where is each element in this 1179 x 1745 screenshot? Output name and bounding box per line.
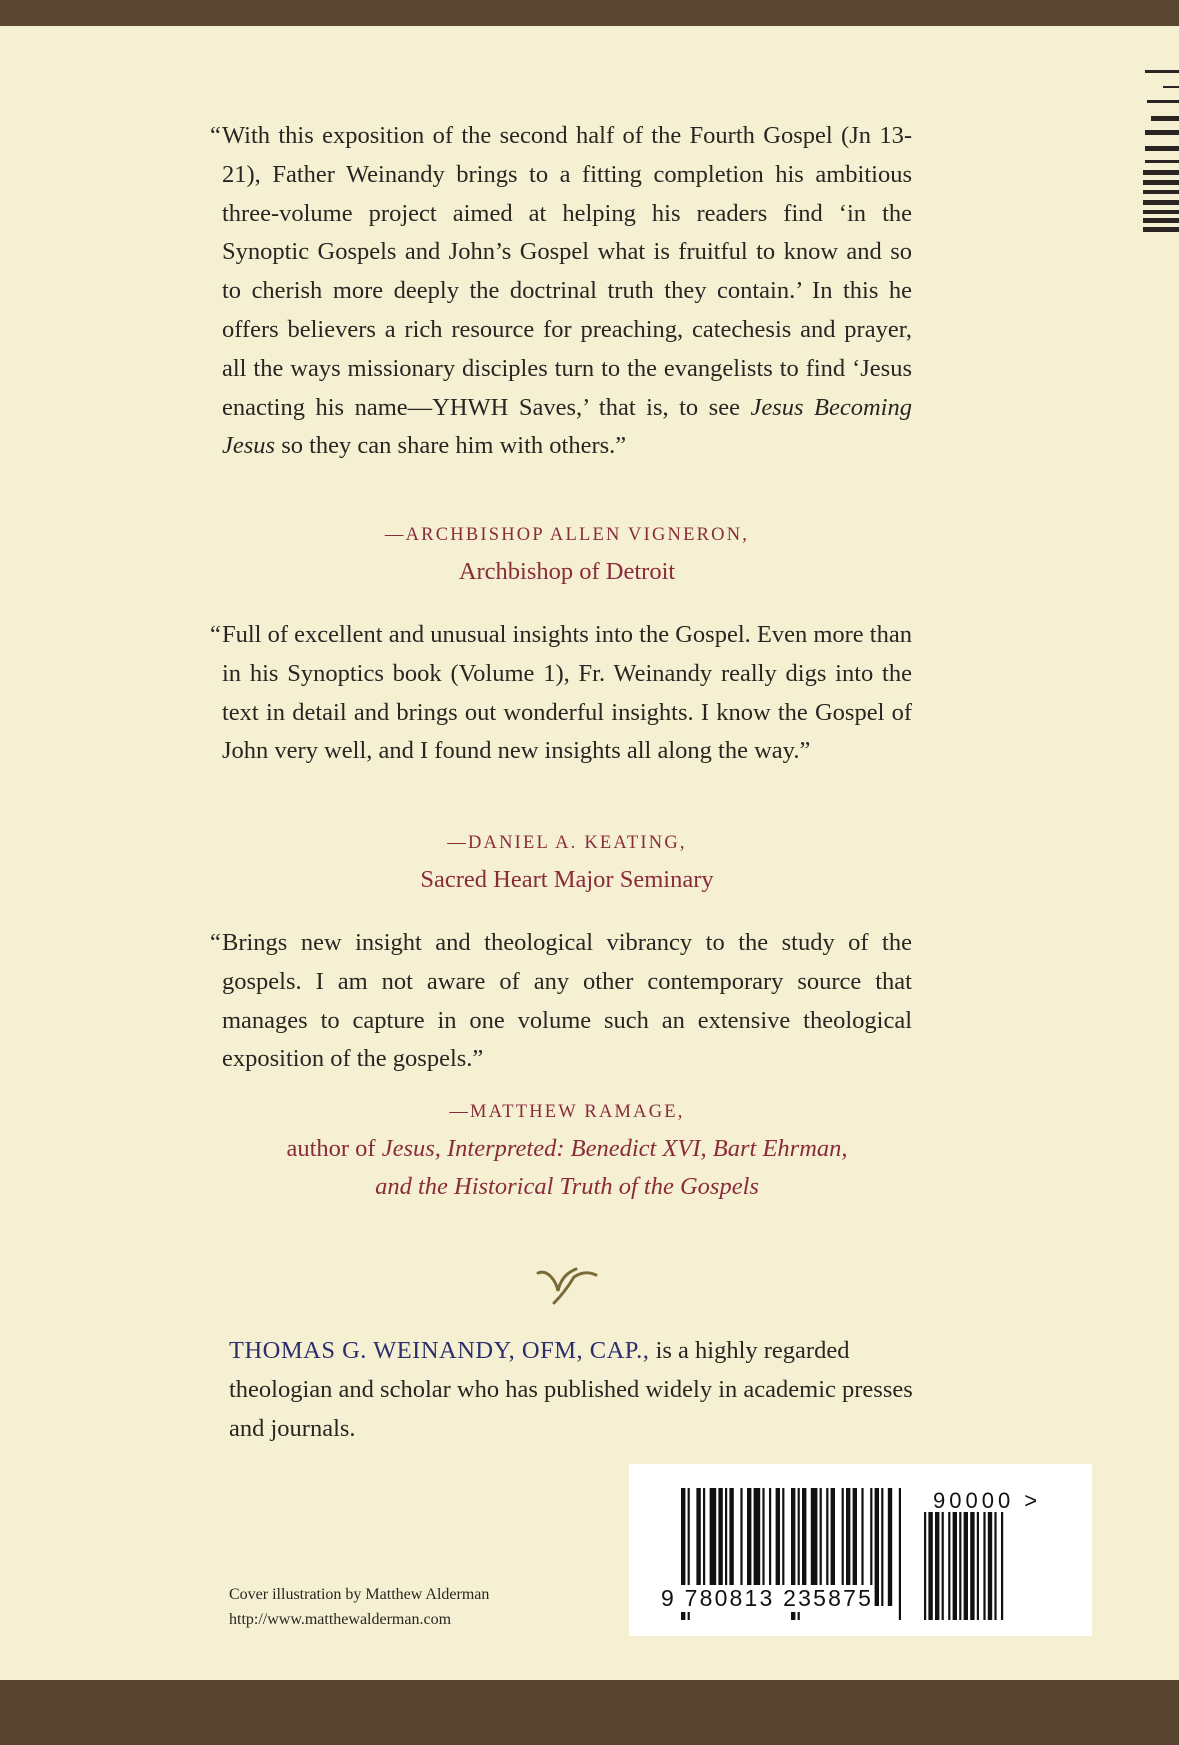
- bottom-cover-edge: [0, 1680, 1179, 1745]
- author-bio-text: is a highly regarded theologian and scholar who has published widely in academic presses and journals.: [229, 1337, 913, 1442]
- barcode-isbn-digits: 9 780813 235875: [661, 1585, 874, 1611]
- quote-text: With this exposition of the second half of the Fourth Gospel (Jn 13-21), Father Weinandy brings to a fitting completion his ambitious three-volume project aimed at helping his readers find ‘in the Synoptic Gospels and John’s Gospel what is fruitful to know and so to cherish more deeply the doctrinal truth they contain.’ In this he offers believers a rich resource for preaching, catechesis and prayer, all the ways missionary disciples turn to the evangelists to find ‘Jesus enacting his name—YHWH Saves,’ that is, to see: [222, 122, 912, 421]
- open-quote-mark: “: [210, 621, 221, 648]
- illustrator-url: http://www.matthewalderman.com: [229, 1611, 452, 1628]
- attribution-affiliation: Archbishop of Detroit: [458, 558, 676, 585]
- attribution-affiliation: Sacred Heart Major Seminary: [420, 866, 714, 893]
- open-quote-mark: “: [210, 122, 221, 149]
- endorsement-quote-keating: [210, 616, 912, 771]
- quote-text-end: so they can share him with others.”: [275, 432, 627, 460]
- author-bio: [229, 1331, 919, 1448]
- author-name: THOMAS G. WEINANDY, OFM, CAP.,: [229, 1337, 650, 1364]
- spine-tick-marks: [1141, 66, 1179, 241]
- attribution-ramage: [222, 1100, 912, 1206]
- affiliation-prefix: author of: [286, 1135, 382, 1162]
- top-cover-edge: [0, 0, 1179, 26]
- flourish-ornament-icon: [532, 1251, 602, 1311]
- open-quote-mark: “: [210, 929, 221, 956]
- endorsement-quote-ramage: [210, 924, 912, 1079]
- quote-text: Full of excellent and unusual insights into the Gospel. Even more than in his Synoptics book (Volume 1), Fr. Weinandy really digs into the text in detail and brings out wonderful insights. I know the Gospel of John very well, and I found new insights all along the way.”: [222, 621, 912, 765]
- affiliation-book-title-line1: Jesus, Interpreted: Benedict XVI, Bart Ehrman,: [381, 1135, 848, 1162]
- quote-text: Brings new insight and theological vibrancy to the study of the gospels. I am not aware of any other contemporary source that manages to capture in one volume such an extensive theological exposition of the gospels.”: [222, 929, 912, 1073]
- attribution-vigneron: [222, 523, 912, 591]
- attribution-affiliation: [222, 1130, 912, 1206]
- illustration-credit: Cover illustration by Matthew Alderman: [229, 1586, 490, 1603]
- attribution-name: —MATTHEW RAMAGE,: [449, 1102, 685, 1122]
- book-title-italic: Jesus Becoming Jesus: [222, 393, 912, 460]
- cover-credits: [229, 1582, 489, 1632]
- back-cover: [0, 26, 1179, 1680]
- barcode-addon-digits: 90000 >: [933, 1488, 1042, 1513]
- attribution-keating: [222, 831, 912, 899]
- attribution-name: —DANIEL A. KEATING,: [447, 833, 687, 853]
- affiliation-book-title-line2: and the Historical Truth of the Gospels: [375, 1173, 759, 1200]
- endorsement-quote-vigneron: [210, 117, 912, 466]
- attribution-name: —ARCHBISHOP ALLEN VIGNERON,: [384, 525, 750, 545]
